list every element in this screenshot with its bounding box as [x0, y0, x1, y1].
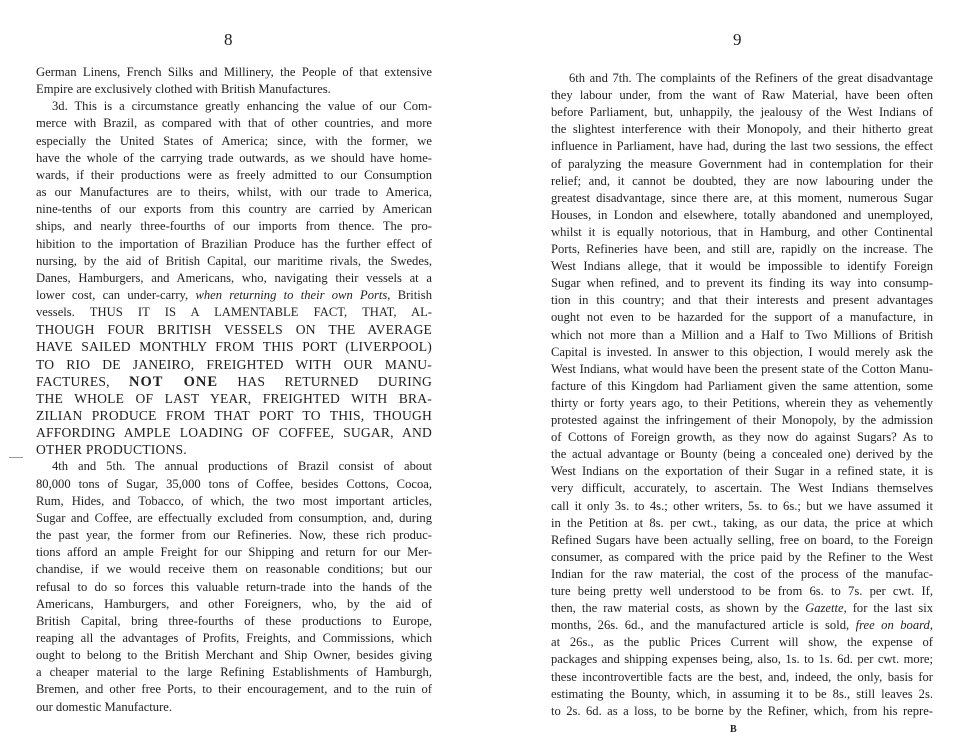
emphasis: NOT ONE: [129, 373, 218, 390]
text-line: before Parliament, but, unhappily, the jealousy of the West Indians of: [551, 105, 933, 120]
text-line: they labour under, from the want of Raw Material, have been often: [551, 88, 933, 103]
text-line: greatest disadvantage, since there are, at this moment, numerous Sugar: [551, 190, 933, 205]
text-line: of paralyzing the measure Government had in contemplation for their: [551, 156, 933, 171]
text-line: reaping all the advantages of Profits, Freights, and Commissions, which: [36, 630, 432, 645]
text-line: influence in Parliament, have had, during the last two sessions, the effect: [551, 139, 933, 154]
text-line: German Linens, French Silks and Millinery, the People of that extensive: [36, 65, 432, 79]
text-line: then, the raw material costs, as shown by the Gazette, for the last six: [551, 601, 933, 616]
text-line: 80,000 tons of Sugar, 35,000 tons of Coffee, besides Cottons, Cocoa,: [36, 476, 432, 491]
text-line: as our Manufactures are to theirs, whilst, with our trade to America,: [36, 185, 432, 200]
text-line: Bremen, and other free Ports, to their encouragement, and to the ruin of: [36, 682, 432, 697]
text-line: the actual advantage or Bounty (being a concealed one) derived by the: [551, 447, 933, 462]
text-line: Rum, Hides, and Tobacco, of which, the two most important articles,: [36, 493, 432, 508]
text-line: Indian for the raw material, the cost of the process of the manufac-: [551, 566, 933, 581]
text-line: ought to belong to the British Merchant and Ship Owner, besides giving: [36, 648, 432, 663]
text-line: facture of this Kingdom had Parliament given the same attention, some: [551, 378, 933, 393]
text-line: a cheaper material to the large Refining Establishments of Hamburgh,: [36, 665, 432, 680]
text-line: these incontrovertible facts are the best, and, indeed, the only, basis for: [551, 669, 933, 684]
text-line: refusal to do so forces this valuable return-trade into the hands of the: [36, 579, 432, 594]
right-page: [490, 0, 980, 741]
text-line: ture being pretty well understood to be from 6s. to 7s. per cwt. If,: [551, 584, 933, 598]
text-line: chandise, if we would receive them on reasonable conditions; but our: [36, 562, 432, 577]
text-line: at 26s., as the public Prices Current will show, the expense of: [551, 635, 933, 650]
text-line: nine-tenths of our exports from this country are carried by American: [36, 202, 432, 217]
signature-mark: B: [730, 724, 737, 735]
text-line: lower cost, can under-carry, when returning to their own Ports, British: [36, 287, 433, 302]
text-line: of Cottons of Foreign growth, as they now do against Sugars? As to: [551, 430, 933, 445]
text-line: Americans, Hamburgers, and other Foreigners, who, by the aid of: [36, 596, 432, 611]
text-line: 3d. This is a circumstance greatly enhancing the value of our Com-: [52, 99, 432, 114]
text-line: our domestic Manufacture.: [36, 699, 173, 714]
text-line: Capital is invested. In answer to this objection, I would merely ask the: [551, 344, 933, 359]
text-line: West Indians, what would have been the present state of the Cotton Manu-: [551, 361, 933, 376]
page-number: 9: [733, 30, 742, 49]
text-line: TO RIO DE JANEIRO, FREIGHTED WITH OUR MANU-: [36, 356, 432, 372]
text-line: call it only 3s. to 4s.; other writers, 5s. to 6s.; but we have assumed it: [551, 498, 933, 513]
text-line: tions afford an ample Freight for our Shipping and return for our Mer-: [36, 545, 432, 560]
text-line: AFFORDING AMPLE LOADING OF COFFEE, SUGAR, AND: [36, 425, 432, 441]
text-line: 6th and 7th. The complaints of the Refiners of the great disadvantage: [569, 71, 933, 85]
text-line: estimating the Bounty, which, in assuming it to be 8s., still leaves 2s.: [551, 686, 933, 701]
text-line: THE WHOLE OF LAST YEAR, FREIGHTED WITH BRA-: [36, 390, 432, 406]
text-line: thirty or forty years ago, to their Petitions, wherein they as vehemently: [551, 395, 933, 410]
text-line: Houses, in London and elsewhere, totally abandoned and unemployed,: [551, 207, 933, 222]
text-line: HAVE SAILED MONTHLY FROM THIS PORT (LIVERPOOL): [36, 339, 432, 355]
text-line: which not more than a Million and a Half to Two Millions of British: [551, 327, 933, 342]
text-line: to 2s. 6d. as a loss, to be borne by the Refiner, which, from his repre-: [551, 703, 933, 718]
text-line: wards, if their productions were as freely admitted to our Consumption: [36, 167, 432, 182]
text-line: Sugar when refined, and to prevent its finding its way into consump-: [551, 276, 933, 291]
text-line: vessels. THUS IT IS A LAMENTABLE FACT, THAT, AL-: [36, 305, 432, 320]
text-line: consumer, as compared with the price paid by the Refiner to the West: [551, 549, 933, 564]
text-line: Refined Sugars have been actually selling, free on board, to the Foreign: [551, 532, 933, 547]
text-line: Danes, Hamburgers, and Americans, who, navigating their vessels at a: [36, 270, 432, 285]
text-line: the slightest interference with their Monopoly, and their hitherto great: [551, 122, 933, 137]
text-line: hibition to the importation of Brazilian Produce has the further effect of: [36, 236, 432, 251]
margin-mark: [9, 457, 23, 458]
text-line: the past year, the former from our Refineries. Now, these rich produc-: [36, 528, 432, 543]
text-line: months, 26s. 6d., and the manufactured article is sold, free on board,: [551, 618, 933, 633]
text-line: merce with Brazil, as compared with that of other countries, and more: [36, 116, 432, 131]
text-line: relief; and, it cannot be doubted, they are now labouring under the: [551, 173, 933, 188]
text-line: THOUGH FOUR BRITISH VESSELS ON THE AVERAGE: [36, 322, 432, 338]
text-line: have the whole of the carrying trade outwards, as we should have home-: [36, 150, 432, 165]
text-line: ships, and nearly three-fourths of our imports from thence. The pro-: [36, 219, 432, 234]
text-line: ZILIAN PRODUCE FROM THAT PORT TO THIS, THOUGH: [36, 408, 432, 423]
text-line: West Indians allege, that it would be impossible to identify Foreign: [551, 259, 933, 274]
text-line: packages and shipping expenses being, also, 1s. to 1s. 6d. per cwt. more;: [551, 652, 933, 667]
text-line: especially the United States of America; since, with the former, we: [36, 133, 432, 148]
text-line: OTHER PRODUCTIONS.: [36, 442, 187, 458]
text-line: West Indians on the exportation of their Sugar in a refined state, it is: [551, 464, 933, 479]
page-number: 8: [224, 30, 233, 49]
text-line: in the Petition at 8s. per cwt., taking, as our data, the price at which: [551, 515, 933, 530]
text-line: tion in this country; and that their interests and present advantages: [551, 293, 933, 308]
text-line: Empire are exclusively clothed with British Manufactures.: [36, 82, 331, 97]
text-line: British Capital, bring three-fourths of these productions to Europe,: [36, 613, 432, 628]
text-line: whilst it is equally notorious, that in Hamburg, and other Continental: [551, 224, 933, 239]
text-line: 4th and 5th. The annual productions of Brazil consist of about: [52, 459, 432, 474]
text-line: ought not even to be hazarded for the support of a manufacture, in: [551, 310, 933, 325]
text-line: FACTURES, NOT ONE HAS RETURNED DURING: [36, 373, 432, 390]
text-line: Sugar and Coffee, are effectually excluded from consumption, and, during: [36, 510, 432, 525]
text-line: very difficult, accurately, to ascertain. The West Indians themselves: [551, 481, 933, 496]
text-line: nursing, by the aid of British Capital, our maritime rivals, the Swedes,: [36, 253, 432, 268]
text-line: protested against the infringement of their Monopoly, by the admission: [551, 413, 933, 427]
text-line: Ports, Refineries have been, and still are, rapidly on the increase. The: [551, 242, 933, 256]
